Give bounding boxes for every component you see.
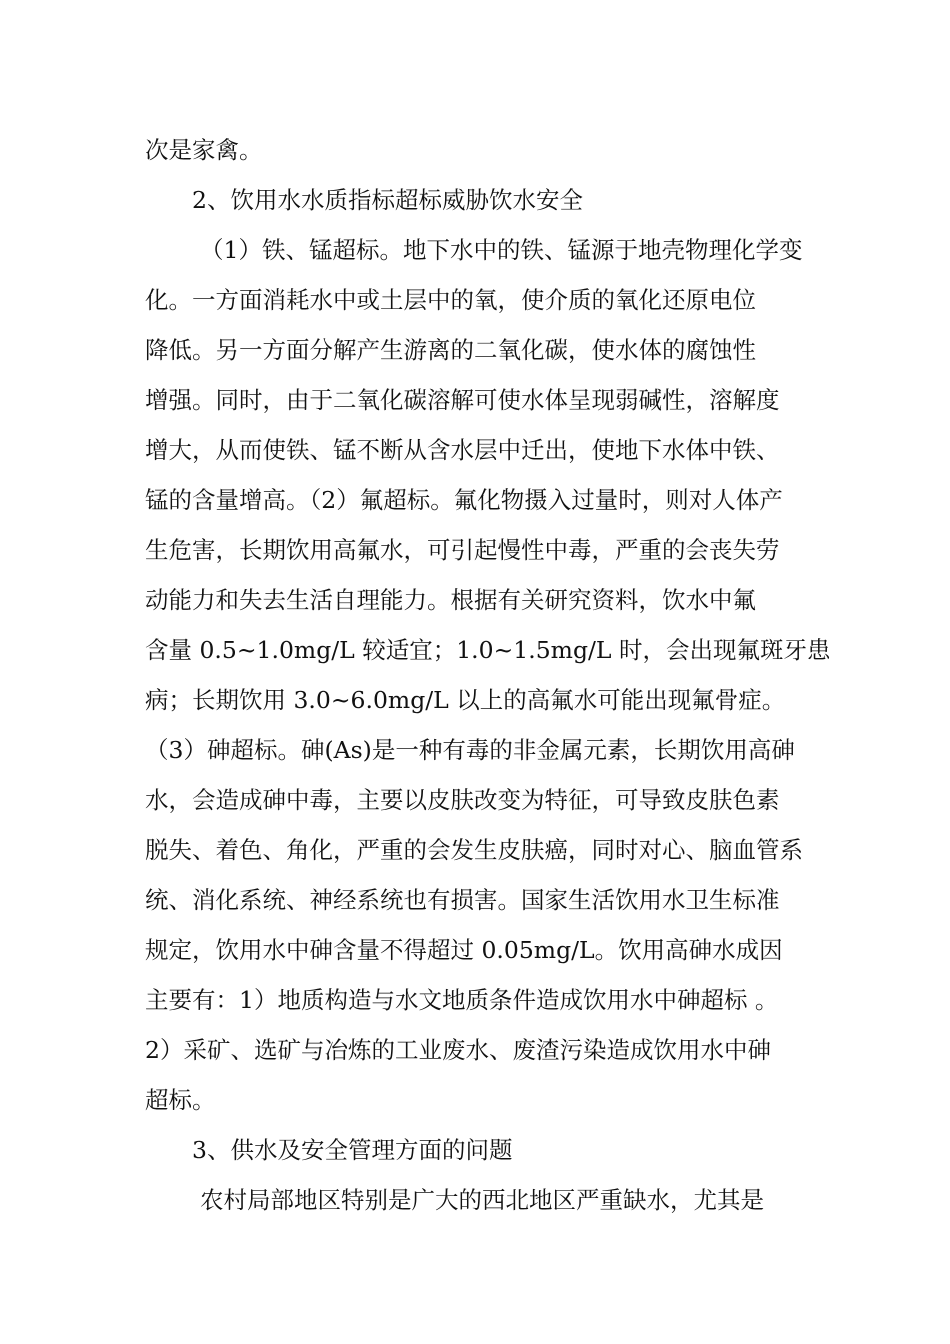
- text-line: 降低。另一方面分解产生游离的二氧化碳，使水体的腐蚀性: [145, 336, 756, 364]
- text-line: 规定，饮用水中砷含量不得超过 0.05mg/L。饮用高砷水成因: [145, 936, 783, 964]
- text-line: 统、消化系统、神经系统也有损害。国家生活饮用水卫生标准: [145, 886, 780, 914]
- text-line: 化。一方面消耗水中或土层中的氧，使介质的氧化还原电位: [145, 286, 756, 314]
- text-line: 含量 0.5~1.0mg/L 较适宜；1.0~1.5mg/L 时，会出现氟斑牙患: [145, 636, 831, 664]
- section-heading: 2、饮用水水质指标超标威胁饮水安全: [192, 186, 583, 214]
- text-line: 主要有：1）地质构造与水文地质条件造成饮用水中砷超标 。: [145, 986, 779, 1014]
- section-heading: 3、供水及安全管理方面的问题: [192, 1136, 513, 1164]
- text-line: 脱失、着色、角化，严重的会发生皮肤癌，同时对心、脑血管系: [145, 836, 803, 864]
- text-line: 动能力和失去生活自理能力。根据有关研究资料，饮水中氟: [145, 586, 756, 614]
- text-line: 生危害，长期饮用高氟水，可引起慢性中毒，严重的会丧失劳: [145, 536, 780, 564]
- text-line: 2）采矿、选矿与冶炼的工业废水、废渣污染造成饮用水中砷: [145, 1036, 771, 1064]
- text-line: 增大，从而使铁、锰不断从含水层中迁出，使地下水体中铁、: [145, 436, 780, 464]
- text-line: （1）铁、锰超标。地下水中的铁、锰源于地壳物理化学变: [200, 236, 803, 264]
- text-line: 锰的含量增高。（2）氟超标。氟化物摄入过量时，则对人体产: [145, 486, 783, 514]
- text-line: 增强。同时，由于二氧化碳溶解可使水体呈现弱碱性，溶解度: [145, 386, 780, 414]
- text-line: 农村局部地区特别是广大的西北地区严重缺水，尤其是: [200, 1186, 764, 1214]
- text-line: 次是家禽。: [145, 136, 263, 164]
- text-line: （3）砷超标。砷(As)是一种有毒的非金属元素，长期饮用高砷: [145, 736, 795, 764]
- text-line: 病；长期饮用 3.0~6.0mg/L 以上的高氟水可能出现氟骨症。: [145, 686, 786, 714]
- text-line: 超标。: [145, 1086, 216, 1114]
- text-line: 水，会造成砷中毒，主要以皮肤改变为特征，可导致皮肤色素: [145, 786, 780, 814]
